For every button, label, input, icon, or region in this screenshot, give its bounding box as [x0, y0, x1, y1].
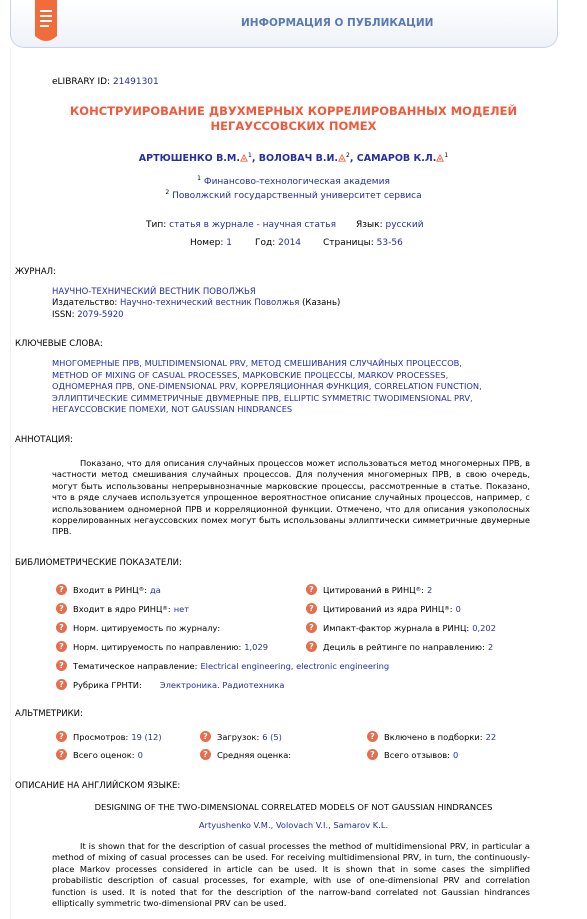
question-icon[interactable]: ? [56, 603, 67, 614]
metric-label: Норм. цитируемость по журналу: [73, 622, 221, 633]
anonymous-author-icon [338, 154, 346, 162]
author-affiliation: 1 [444, 152, 449, 159]
question-icon[interactable]: ? [56, 749, 67, 760]
affiliation-item [0, 175, 587, 187]
keywords-line[interactable]: ОДНОМЕРНАЯ ПРВ, ONE-DIMENSIONAL PRV, КОРРЕЛЯЦИОННАЯ ФУНКЦИЯ, CORRELATION FUNCTION, [52, 381, 482, 391]
keywords-line[interactable]: ЭЛЛИПТИЧЕСКИЕ СИММЕТРИЧНЫЕ ДВУМЕРНЫЕ ПРВ, ELLIPTIC SYMMETRIC TWODIMENSIONAL PRV, [52, 392, 473, 403]
altmetric-label: Загрузок: [217, 731, 260, 742]
question-icon[interactable]: ? [367, 749, 378, 760]
altmetric-downloads [200, 731, 282, 742]
metric-label: Входит в ядро РИНЦ [73, 603, 163, 614]
keywords-line[interactable]: METHOD OF MIXING OF CASUAL PROCESSES, МАРКОВСКИЕ ПРОЦЕССЫ, MARKOV PROCESSES, [52, 369, 449, 380]
question-icon[interactable]: ? [367, 731, 378, 742]
english-authors: Artyushenko V.M., Volovach V.I., Samarov K.L. [198, 820, 389, 830]
question-icon[interactable]: ? [200, 731, 211, 742]
altmetric-label: Всего оценок: [73, 749, 135, 760]
metric-topic [56, 660, 389, 671]
altmetrics-heading: АЛЬТМЕТРИКИ: [15, 709, 83, 719]
metric-label: Импакт-фактор журнала в РИНЦ: [323, 622, 470, 633]
metric-impact-factor [306, 622, 496, 633]
topic-link[interactable]: Electrical engineering, electronic engineering [200, 660, 390, 671]
article-pages [323, 238, 403, 248]
metric-sep: : [167, 603, 171, 614]
metric-sep: : [421, 584, 424, 595]
question-icon[interactable]: ? [56, 584, 67, 595]
metric-citations-rinc [306, 584, 432, 595]
altmetric-value: 19 (12) [131, 731, 162, 742]
question-icon[interactable]: ? [200, 749, 211, 760]
metric-label: Рубрика ГРНТИ: [73, 679, 142, 690]
year-value: 2014 [278, 238, 302, 248]
type-label: Тип: [146, 220, 167, 230]
affiliation-name[interactable]: Поволжский государственный университет сервиса [172, 191, 422, 201]
metric-value: 1,029 [244, 641, 269, 652]
journal-name[interactable]: НАУЧНО-ТЕХНИЧЕСКИЙ ВЕСТНИК ПОВОЛЖЬЯ [52, 287, 256, 297]
language-value: русский [385, 220, 424, 230]
metric-value[interactable]: 2 [426, 584, 433, 595]
metric-value: да [150, 584, 161, 595]
question-icon[interactable]: ? [306, 603, 317, 614]
question-icon[interactable]: ? [306, 622, 317, 633]
author-link[interactable]: ВОЛОВАЧ В.И. [258, 153, 339, 165]
article-title-line1: КОНСТРУИРОВАНИЕ ДВУХМЕРНЫХ КОРРЕЛИРОВАННЫХ МОДЕЛЕЙ [69, 104, 518, 118]
metric-value: 0 [455, 603, 461, 614]
altmetric-value[interactable]: 22 [485, 731, 497, 742]
metric-core-rinc [56, 603, 189, 614]
metric-rubric [56, 679, 284, 690]
registered-mark: ® [162, 605, 168, 612]
number-label: Номер: [190, 238, 224, 248]
metric-value: 0,202 [472, 622, 496, 633]
registered-mark: ® [415, 586, 422, 593]
anonymous-author-icon [436, 154, 444, 162]
document-icon [33, 0, 59, 44]
altmetric-reviews [367, 749, 458, 760]
elibrary-id-value[interactable]: 21491301 [112, 77, 159, 87]
article-title-line2: НЕГАУССОВСКИХ ПОМЕХ [210, 119, 377, 133]
question-icon[interactable]: ? [306, 641, 317, 652]
question-icon[interactable]: ? [56, 622, 67, 633]
altmetric-label: Средняя оценка: [217, 749, 292, 760]
article-language [356, 220, 424, 230]
pages-value: 53-56 [376, 238, 403, 248]
metric-sep: : [144, 584, 147, 595]
registered-mark: ® [138, 586, 145, 593]
keywords-line[interactable]: НЕГАУССОВСКИЕ ПОМЕХИ, NOT GAUSSIAN HINDRANCES [52, 404, 293, 414]
issn-label: ISSN: [52, 310, 75, 320]
number-value[interactable]: 1 [226, 238, 232, 248]
altmetric-ratings [56, 749, 143, 760]
english-abstract: It is shown that for the description of casual processes the method of multidimensional PRV, in particular a method of mixing of casual processes can be used. For receiving multidimensional PRV, in turn, the continuously-place Markov processes considered in article can be used. It is shown that in some cases the simplified probabilistic description of casual processes, for example, with use of one-dimensional PRV and correlation function is used. It is noted that for the description of the narrow-band correlated not Gaussian hindrances elliptically symmetric two-dimensional PRV can be used. [52, 841, 530, 909]
english-heading: ОПИСАНИЕ НА АНГЛИЙСКОМ ЯЗЫКЕ: [15, 781, 181, 791]
publication-header [10, 0, 558, 48]
keywords-line[interactable]: МНОГОМЕРНЫЕ ПРВ, MULTIDIMENSIONAL PRV, МЕТОД СМЕШИВАНИЯ СЛУЧАЙНЫХ ПРОЦЕССОВ, [52, 358, 462, 368]
metric-rinc [56, 584, 161, 595]
altmetric-value: 0 [452, 749, 459, 760]
metric-label: Цитирований из ядра РИНЦ [323, 603, 445, 614]
altmetric-label: Включено в подборки: [384, 731, 483, 742]
question-icon[interactable]: ? [56, 641, 67, 652]
publisher-link[interactable]: Научно-технический вестник Поволжья [120, 298, 300, 308]
altmetric-views [56, 731, 162, 742]
publisher-city: (Казань) [302, 298, 341, 308]
anonymous-author-icon [240, 154, 248, 162]
issue-year [255, 238, 301, 248]
type-value: статья в журнале - научная статья [169, 220, 337, 230]
header-title: ИНФОРМАЦИЯ О ПУБЛИКАЦИИ [241, 17, 434, 29]
affiliation-item [0, 189, 587, 201]
metric-label: Цитирований в РИНЦ [323, 584, 416, 595]
year-label: Год: [255, 238, 276, 248]
issn-value: 2079-5920 [77, 310, 124, 320]
question-icon[interactable]: ? [56, 731, 67, 742]
metric-value: 2 [487, 641, 494, 652]
altmetric-average [200, 749, 294, 760]
metric-sep: : [449, 603, 453, 614]
journal-issn [52, 310, 124, 320]
altmetric-value: 6 (5) [262, 731, 282, 742]
metric-label: Дециль в рейтинге по направлению: [323, 641, 485, 652]
article-type [146, 220, 336, 230]
author-affiliation: 2 [346, 152, 350, 159]
english-title: DESIGNING OF THE TWO-DIMENSIONAL CORRELATED MODELS OF NOT GAUSSIAN HINDRANCES [94, 802, 493, 812]
abstract-text: Показано, что для описания случайных процессов может использоваться метод многомерных ПРВ, в частности метод смешивания случайных процессов. Для получения многомерных ПРВ, в свою очередь, могут быть использованы непрерывнозначные марковские процессы, рассмотренные в статье. Показано, что в ряде случаев используется упрощенное вероятностное описание случайных процессов, например, с использованием одномерной ПРВ и корреляционной функции. Отмечено, что для описания узкополосных коррелированных негауссовских помех могут быть использованы эллиптически симметричные двумерные ПРВ. [52, 458, 530, 537]
bibliometrics-heading: БИБЛИОМЕТРИЧЕСКИЕ ПОКАЗАТЕЛИ: [15, 558, 182, 568]
abstract-heading: АННОТАЦИЯ: [15, 435, 74, 445]
metric-value: нет [173, 603, 190, 614]
elibrary-id-label: eLIBRARY ID: [52, 77, 111, 87]
issue-number [190, 238, 232, 248]
registered-mark: ® [444, 605, 450, 612]
affiliation-number: 1 [197, 175, 201, 182]
metric-norm-direction [56, 641, 268, 652]
metric-decile [306, 641, 493, 652]
journal-heading: ЖУРНАЛ: [15, 267, 56, 277]
elibrary-id [52, 77, 159, 87]
rubric-link[interactable]: Электроника. Радиотехника [159, 679, 285, 690]
altmetric-label: Всего отзывов: [384, 749, 450, 760]
metric-citations-core [306, 603, 461, 614]
pages-label: Страницы: [323, 238, 374, 248]
question-icon[interactable]: ? [56, 660, 67, 671]
altmetric-value: 0 [137, 749, 143, 760]
question-icon[interactable]: ? [306, 584, 317, 595]
keywords-heading: КЛЮЧЕВЫЕ СЛОВА: [15, 339, 103, 349]
author-link[interactable]: АРТЮШЕНКО В.М. [138, 153, 240, 165]
journal-publisher [52, 298, 340, 308]
author-affiliation: 1 [247, 152, 252, 159]
metric-label: Норм. цитируемость по направлению: [73, 641, 242, 652]
question-icon[interactable]: ? [56, 679, 67, 690]
authors-line: АРТЮШЕНКО В.М. $^1$, ВОЛОВАЧ В.И. $^2$, САМАРОВ К.Л. $^1$ [138, 152, 449, 165]
affiliation-name[interactable]: Финансово-технологическая академия [203, 177, 390, 187]
metric-norm-journal [56, 622, 223, 633]
language-label: Язык: [356, 220, 383, 230]
publisher-label: Издательство: [52, 298, 118, 308]
altmetric-collections [367, 731, 496, 742]
affiliation-number: 2 [165, 189, 170, 196]
altmetric-label: Просмотров: [73, 731, 129, 742]
metric-label: Входит в РИНЦ [73, 584, 139, 595]
author-link[interactable]: САМАРОВ К.Л. [356, 153, 437, 165]
metric-label: Тематическое направление: [73, 660, 198, 671]
